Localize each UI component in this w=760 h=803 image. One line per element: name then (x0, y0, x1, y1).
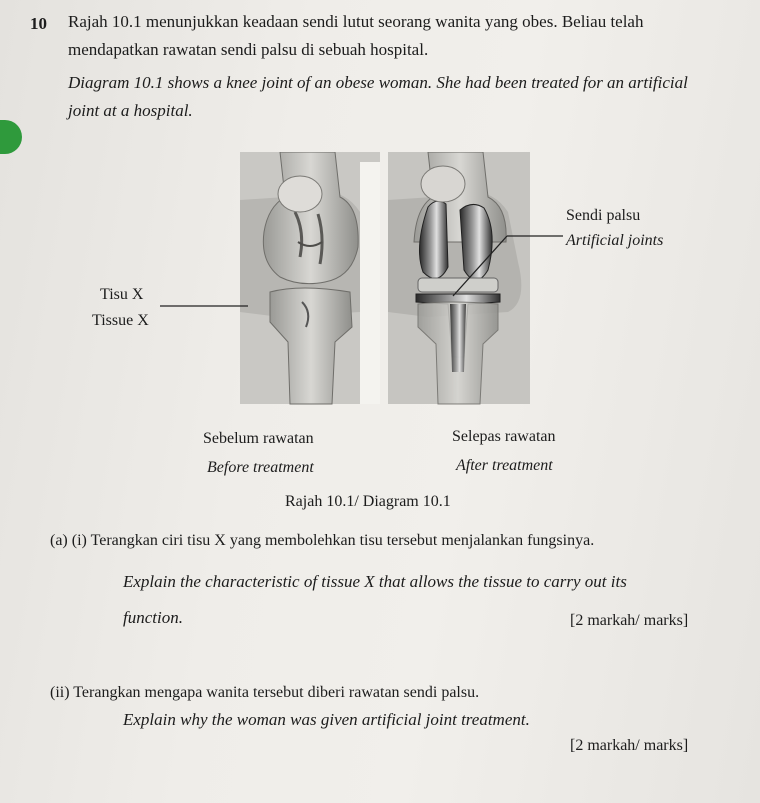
question-a-i-english-line-1: Explain the characteristic of tissue X that allows the tissue to carry out its (123, 572, 627, 591)
tissue-x-leader-line (160, 300, 250, 312)
caption-before-english: Before treatment (207, 459, 314, 476)
question-a-i-english-line-2: function. (123, 608, 183, 627)
label-artificial-joint-english: Artificial joints (566, 232, 664, 249)
label-tissue-x-malay: Tisu X (100, 286, 144, 303)
question-a-ii-english: Explain why the woman was given artificial joint treatment. (123, 710, 530, 729)
question-a-i-malay: (a) (i) Terangkan ciri tisu X yang membolehkan tisu tersebut menjalankan fungsinya. (50, 532, 595, 549)
artificial-joint-leader-line (445, 230, 565, 302)
marks-a-i: [2 markah/ marks] (570, 612, 689, 629)
question-number: 10 (30, 14, 47, 33)
intro-malay-line-2: mendapatkan rawatan sendi palsu di sebuah hospital. (68, 40, 429, 59)
intro-english-line-2: joint at a hospital. (68, 101, 193, 120)
intro-english-line-1: Diagram 10.1 shows a knee joint of an obese woman. She had been treated for an artificial (68, 73, 688, 92)
caption-before-malay: Sebelum rawatan (203, 430, 314, 447)
page-side-tab (0, 120, 22, 154)
intro-malay-line-1: Rajah 10.1 menunjukkan keadaan sendi lutut seorang wanita yang obes. Beliau telah (68, 12, 644, 31)
diagram-caption: Rajah 10.1/ Diagram 10.1 (285, 493, 451, 510)
caption-after-malay: Selepas rawatan (452, 428, 556, 445)
caption-after-english: After treatment (456, 457, 553, 474)
marks-a-ii: [2 markah/ marks] (570, 737, 689, 754)
label-tissue-x-english: Tissue X (92, 312, 149, 329)
question-a-ii-malay: (ii) Terangkan mengapa wanita tersebut diberi rawatan sendi palsu. (50, 684, 480, 701)
knee-before-treatment (240, 152, 380, 404)
label-artificial-joint-malay: Sendi palsu (566, 207, 641, 224)
